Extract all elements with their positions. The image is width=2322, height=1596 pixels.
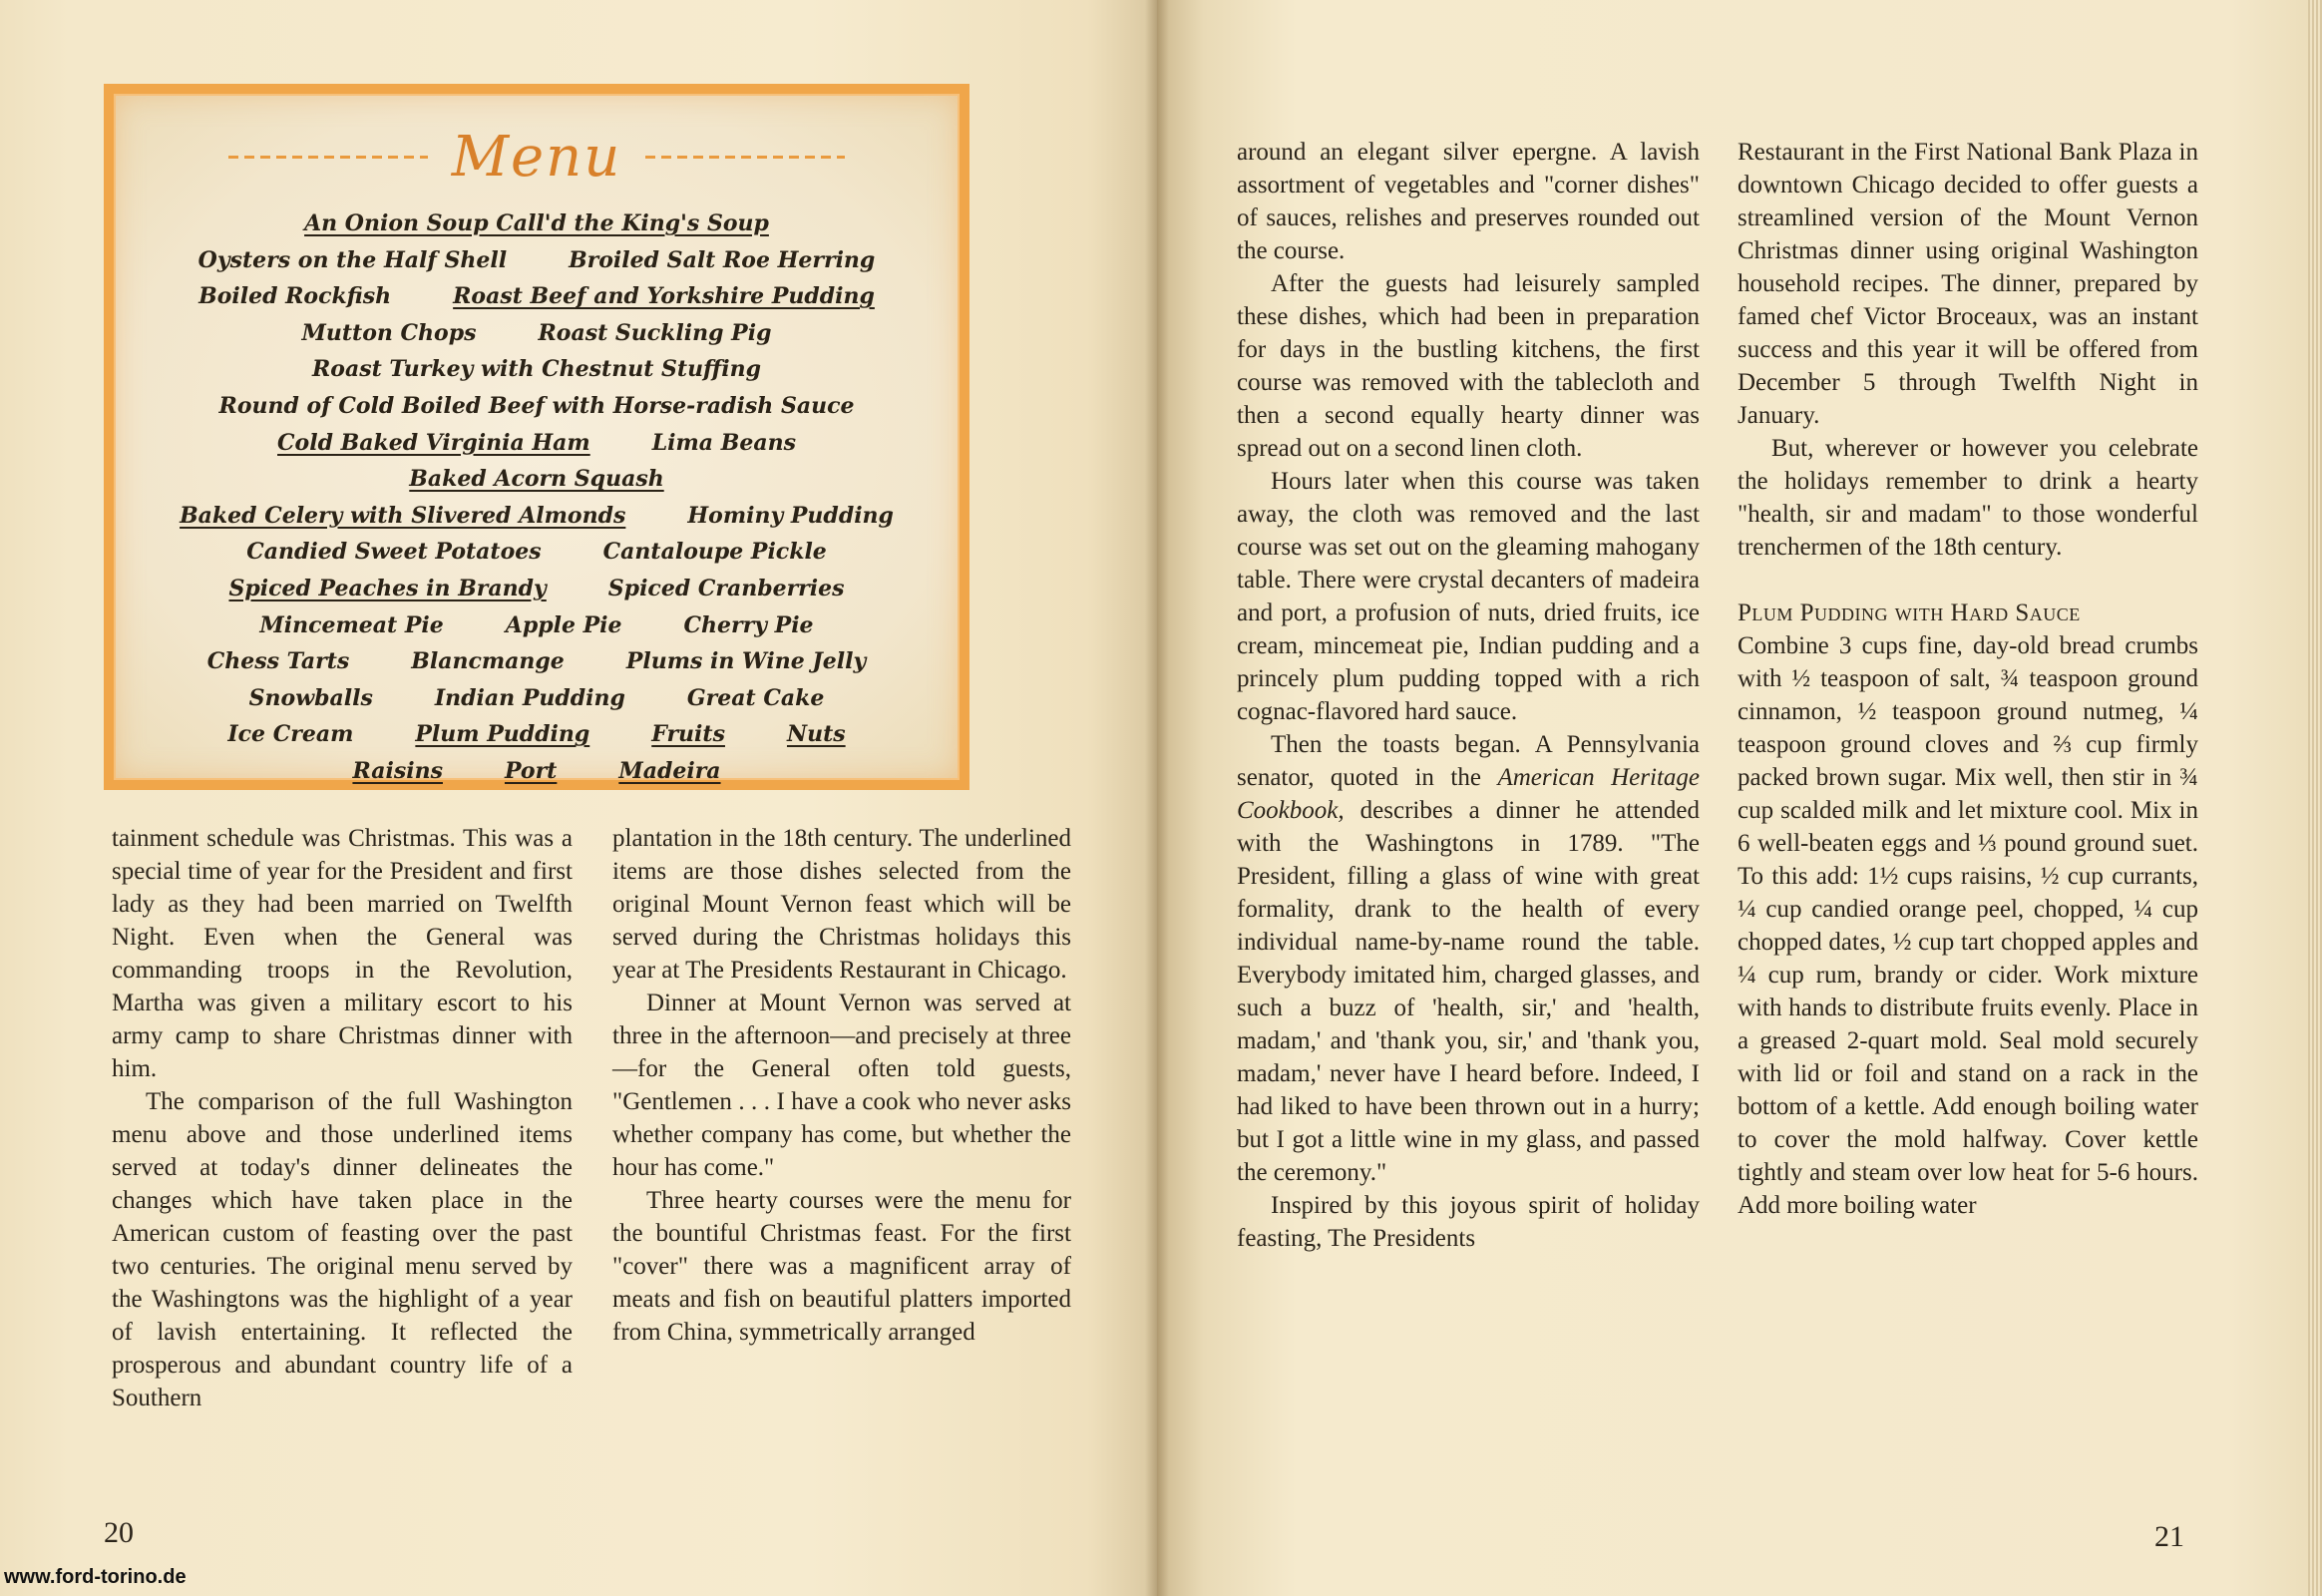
menu-item: Snowballs <box>248 684 373 711</box>
page-number-right: 21 <box>2154 1520 2184 1553</box>
menu-item: Mincemeat Pie <box>259 611 444 638</box>
paragraph: The comparison of the full Washington menu above and those underlined items served at today's dinner delineates the changes which have taken place in the American custom of feasting over the past two centuries. The original menu served by the Washingtons was the highlight of a year of lavish entertaining. It reflected the prosperous and abundant country life of a Southern <box>112 1088 573 1411</box>
menu-item: Spiced Peaches in Brandy <box>228 575 547 601</box>
menu-item: Spiced Cranberries <box>607 575 845 601</box>
paragraph: Inspired by this joyous spirit of holiday feasting, The Presidents <box>1237 1192 1700 1252</box>
menu-item: An Onion Soup Call'd the King's Soup <box>304 210 769 236</box>
menu-item: Roast Turkey with Chestnut Stuffing <box>312 356 761 383</box>
menu-item: Cherry Pie <box>683 611 814 638</box>
recipe-title: Plum Pudding with Hard Sauce <box>1738 599 2081 626</box>
menu-line <box>114 643 960 680</box>
menu-line <box>114 242 960 279</box>
menu-item: Lima Beans <box>651 429 796 456</box>
menu-item: Indian Pudding <box>434 684 625 711</box>
menu-line <box>114 753 960 790</box>
menu-item: Broiled Salt Roe Herring <box>569 246 876 273</box>
menu-item: Nuts <box>786 721 846 748</box>
menu-line <box>114 716 960 753</box>
menu-line <box>114 315 960 352</box>
menu-item: Candied Sweet Potatoes <box>246 539 542 566</box>
paragraph: But, wherever or however you celebrate the holidays remember to drink a hearty "health, sir and madam" to those wonderful trenchermen of the 18th century. <box>1738 435 2198 561</box>
menu-item: Round of Cold Boiled Beef with Horse-radish Sauce <box>218 392 855 419</box>
menu-item: Roast Beef and Yorkshire Pudding <box>453 283 875 310</box>
paragraph: Dinner at Mount Vernon was served at three in the afternoon—and precisely at three—for the General often told guests, "Gentlemen . . . I have a cook who never asks whether company has come, but whether the hour has come." <box>612 990 1071 1181</box>
menu-item: Port <box>504 757 558 784</box>
menu-item: Apple Pie <box>505 611 622 638</box>
page-number-left: 20 <box>104 1516 134 1549</box>
paragraph: After the guests had leisurely sampled these dishes, which had been in preparation for days in the bustling kitchens, the first course was removed with the tablecloth and then a second equally hearty dinner was spread out on a second linen cloth. <box>1237 270 1700 462</box>
menu-line <box>114 498 960 535</box>
paragraph: plantation in the 18th century. The underlined items are those dishes selected from the original Mount Vernon feast which will be served during the Christmas holidays this year at The Presidents Restaurant in Chicago. <box>612 825 1071 984</box>
menu-line <box>114 425 960 462</box>
right-column-2 <box>1738 136 2198 1222</box>
left-column-1 <box>112 822 573 1414</box>
paragraph: tainment schedule was Christmas. This was a special time of year for the President and first lady as they had been married on Twelfth Night. Even when the General was commanding troops in the Revolution, Martha was given a military escort to his army camp to share Christmas dinner with him. <box>112 825 573 1082</box>
page-edge <box>2308 0 2322 1596</box>
book-title: American Heritage Cookbook, <box>1237 764 1700 824</box>
menu-item: Hominy Pudding <box>687 502 894 529</box>
menu-item: Oysters on the Half Shell <box>197 246 508 273</box>
menu-item: Boiled Rockfish <box>198 283 392 310</box>
menu-line <box>114 680 960 717</box>
menu-item: Cantaloupe Pickle <box>602 539 827 566</box>
menu-item: Plums in Wine Jelly <box>625 648 867 675</box>
menu-item: Roast Suckling Pig <box>538 319 772 346</box>
menu-item: Great Cake <box>686 684 825 711</box>
paragraph: Hours later when this course was taken away, the cloth was removed and the last course was set out on the gleaming mahogany table. There were crystal decanters of madeira and port, a profusion of nuts, dried fruits, ice cream, mincemeat pie, Indian pudding and a princely plum pudding topped with a rich cognac-flavored hard sauce. <box>1237 468 1700 725</box>
menu-title: Menu <box>451 124 622 190</box>
paragraph: Three hearty courses were the menu for the bountiful Christmas feast. For the first "cover" there was a magnificent array of meats and fish on beautiful platters imported from China, symmetrically arranged <box>612 1187 1071 1346</box>
menu-item: Ice Cream <box>227 721 354 748</box>
menu-list <box>114 205 960 790</box>
menu-item: Baked Celery with Slivered Almonds <box>180 502 626 529</box>
text: Then the toasts began. A Pennsylvania senator, quoted in the <box>1237 731 1700 791</box>
menu-line <box>114 278 960 315</box>
recipe-text: Combine 3 cups fine, day-old bread crumbs with ½ teaspoon of salt, ¾ teaspoon ground cinnamon, ½ teaspoon ground nutmeg, ¼ teaspoon ground cloves and ⅔ cup firmly packed brown sugar. Mix well, then stir in ¾ cup scalded milk and let mixture cool. Mix in 6 well-beaten eggs and ⅓ pound ground suet. To this add: 1½ cups raisins, ½ cup currants, ¼ cup candied orange peel, chopped, ¼ cup chopped dates, ½ cup tart chopped apples and ¼ cup rum, brandy or cider. Work mixture with hands to distribute fruits evenly. Place in a greased 2-quart mold. Seal mold securely with lid or foil and stand on a rack in the bottom of a kettle. Add enough boiling water to cover the mold halfway. Cover kettle tightly and steam over low heat for 5-6 hours. Add more boiling water <box>1738 632 2198 1219</box>
menu-item: Blancmange <box>411 648 565 675</box>
menu-item: Baked Acorn Squash <box>409 466 664 493</box>
menu-item: Chess Tarts <box>206 648 350 675</box>
menu-line <box>114 388 960 425</box>
menu-item: Madeira <box>618 757 721 784</box>
paragraph: Restaurant in the First National Bank Plaza in downtown Chicago decided to offer guests a streamlined version of the Mount Vernon Christmas dinner using original Washington household recipes. The dinner, prepared by famed chef Victor Broceaux, was an instant success and this year it will be offered from December 5 through Twelfth Night in January. <box>1738 139 2198 429</box>
menu-item: Cold Baked Virginia Ham <box>277 429 590 456</box>
menu-line <box>114 607 960 644</box>
paragraph <box>1237 728 1700 1189</box>
menu-item: Fruits <box>651 721 725 748</box>
menu-item: Raisins <box>352 757 443 784</box>
paragraph: around an elegant silver epergne. A lavish assortment of vegetables and "corner dishes" of sauces, relishes and preserves rounded out the course. <box>1237 139 1700 264</box>
menu-item: Plum Pudding <box>415 721 590 748</box>
book-gutter <box>1145 0 1169 1596</box>
left-page <box>0 0 1157 1596</box>
menu-line <box>114 351 960 388</box>
watermark: www.ford-torino.de <box>4 1566 187 1588</box>
text: describes a dinner he attended with the Washingtons in 1789. "The President, filling a glass of wine with great formality, drank to the health of every individual name-by-name round the table. Everybody imitated him, charged glasses, and such a buzz of 'health, sir,' and 'health, madam,' and 'thank you, sir,' and 'thank you, madam,' never have I heard before. Indeed, I had liked to have been thrown out in a hurry; but I got a little wine in my glass, and passed the ceremony." <box>1237 797 1700 1186</box>
right-column-1 <box>1237 136 1700 1255</box>
menu-line <box>114 571 960 607</box>
left-column-2 <box>612 822 1071 1349</box>
menu-card <box>104 84 969 790</box>
menu-line <box>114 461 960 498</box>
menu-header <box>114 112 960 201</box>
right-flourish <box>645 156 845 159</box>
menu-item: Mutton Chops <box>301 319 477 346</box>
menu-line <box>114 534 960 571</box>
menu-line <box>114 205 960 242</box>
left-flourish <box>228 156 428 159</box>
